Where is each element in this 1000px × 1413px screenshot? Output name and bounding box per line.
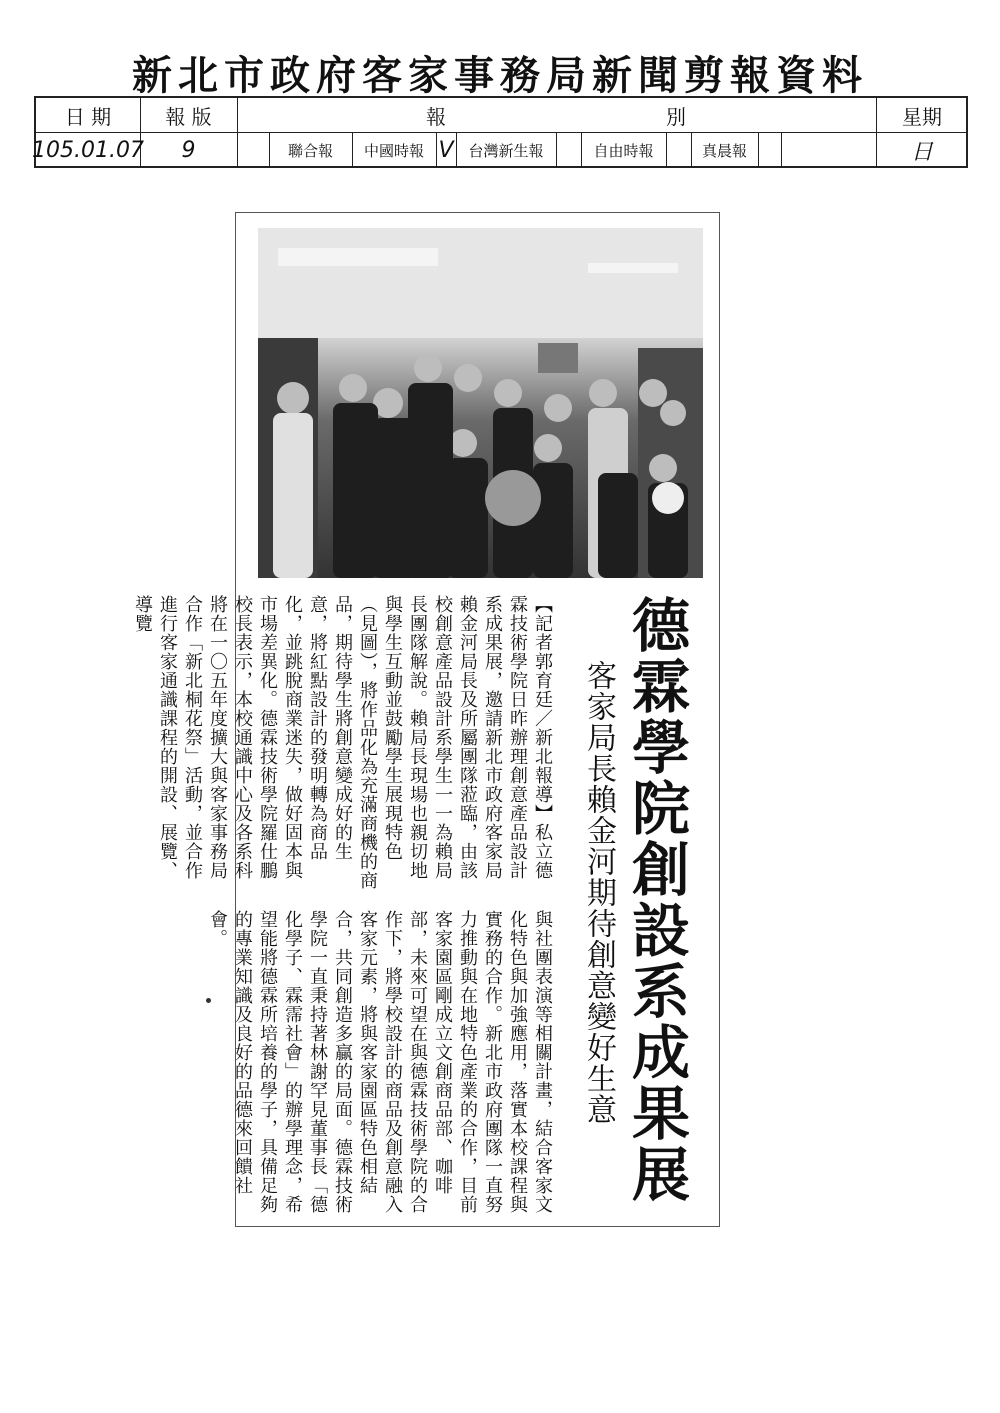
headline-top: 德霖學院創設系	[622, 595, 690, 1022]
weekday-label: 星期	[902, 104, 942, 129]
scan-speck	[206, 998, 211, 1003]
edition-label: 報 版	[165, 104, 212, 129]
clipping-info-table	[34, 96, 968, 168]
paper-liberty: 自由時報	[593, 141, 654, 160]
edition-value: 9	[181, 137, 196, 163]
news-photo	[258, 228, 703, 578]
paper-label: 報	[426, 104, 446, 129]
article-body-column-2: 與社團表演等相關計畫，結合客家文化特色與加強應用，落實本校課程與實務的合作。新北市政府團隊一直努力推動與在地特色產業的合作，目前客家園區剛成立文創商品部、咖啡部，未來可望在與德霖技術學院的合作下，將學校設計的商品及創意融入客家元素，將與客家園區特色相結合，共同創造多贏的局面。德霖技術學院一直秉持著林謝罕見董事長「德化學子、霖霈社會」的辦學理念，希望能將德霖所培養的學子，具備足夠的專業知識及良好的品德來回饋社會。	[207, 910, 553, 1214]
paper-lianhe: 聯合報	[287, 141, 333, 160]
paper-zhenchen: 真晨報	[701, 141, 747, 160]
table-divider	[781, 132, 782, 166]
headline-bottom: 成果展	[622, 1022, 690, 1205]
article-body-column-1: 【記者郭育廷／新北報導】私立德霖技術學院日昨辦理創意產品設計系成果展，邀請新北市政府客家局賴金河局長及所屬團隊蒞臨，由該校創意產品設計系學生一一為賴局長團隊解說。賴局長現場也親切地與學生互動並鼓勵學生展現特色（見圖），將作品化為充滿商機的商品，期待學生將創意變成好的生意，將紅點設計的發明轉為商品化，並跳脫商業迷失，做好固本與市場差異化。德霖技術學院羅仕鵬校長表示，本校通識中心及各系科將在一〇五年度擴大與客家事務局合作「新北桐花祭」活動，並合作進行客家通識課程的開設、展覽、導覽	[132, 595, 553, 890]
headline	[616, 595, 696, 1215]
paper-label: 別	[666, 104, 686, 129]
date-label: 日 期	[64, 104, 112, 129]
table-divider	[237, 98, 238, 166]
group-photo-illustration	[258, 228, 703, 578]
check-mark: V	[438, 137, 454, 163]
table-divider	[556, 132, 557, 166]
subheadline: 客家局長賴金河期待創意變好生意	[581, 660, 616, 1125]
table-divider	[758, 132, 759, 166]
page-title: 新北市政府客家事務局新聞剪報資料	[132, 52, 868, 99]
table-divider	[666, 132, 667, 166]
paper-chinatimes: 中國時報	[363, 141, 424, 160]
weekday-value: 日	[910, 139, 933, 165]
paper-xinsheng: 台灣新生報	[468, 141, 544, 160]
date-value: 105.01.07	[32, 137, 144, 163]
